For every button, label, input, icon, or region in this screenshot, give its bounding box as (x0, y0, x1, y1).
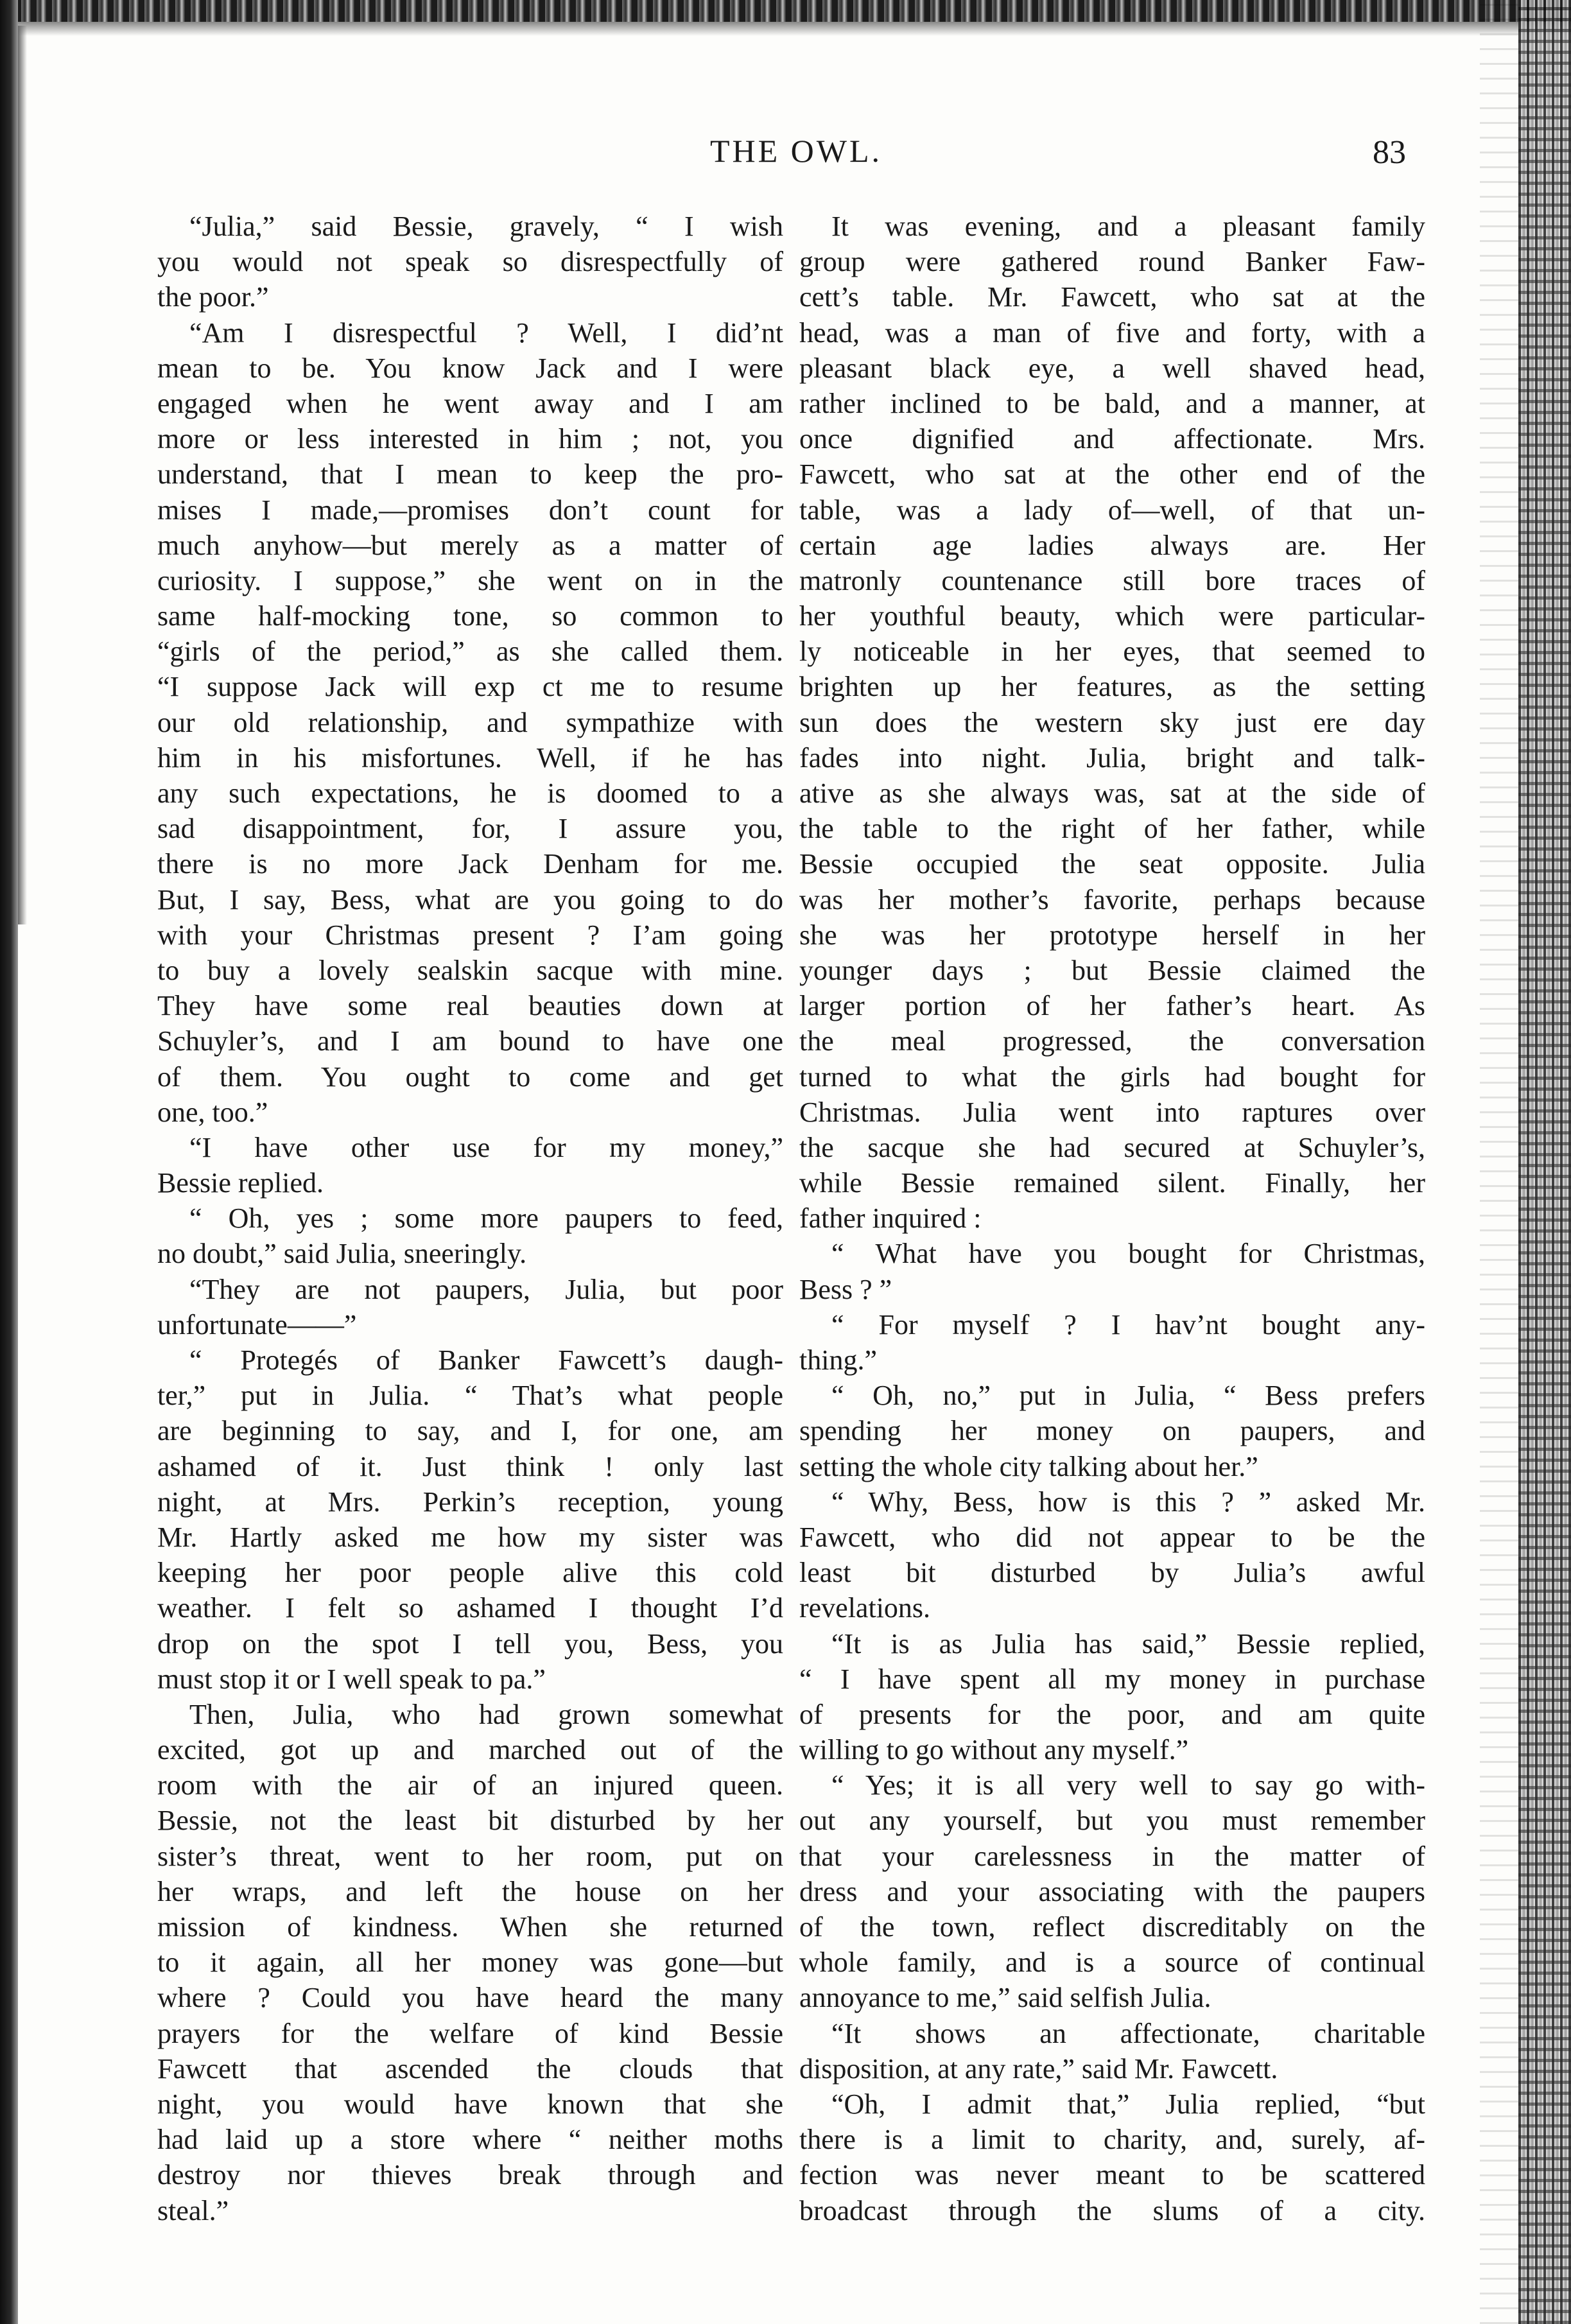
scan-edge-top-shadow (0, 22, 1571, 36)
text-line: Fawcett, who did not appear to be the (799, 1521, 1425, 1553)
text-line: Bessie occupied the seat opposite. Julia (799, 848, 1425, 880)
text-line: Bessie, not the least bit disturbed by her (157, 1805, 783, 1837)
text-line: “I have other use for my money,” (189, 1131, 783, 1163)
right-column (799, 209, 1425, 2228)
text-line: there is no more Jack Denham for me. (157, 848, 783, 880)
text-line: cett’s table. Mr. Fawcett, who sat at the (799, 281, 1425, 313)
text-line: ashamed of it. Just think ! only last (157, 1450, 783, 1482)
text-line: rather inclined to be bald, and a manner, at (799, 387, 1425, 419)
text-line: But, I say, Bess, what are you going to do (157, 883, 783, 915)
text-line: Christmas. Julia went into raptures over (799, 1096, 1425, 1128)
text-line: mean to be. You know Jack and I were (157, 352, 783, 384)
text-line: steal.” (157, 2194, 229, 2226)
text-line: “ Why, Bess, how is this ? ” asked Mr. (831, 1486, 1425, 1518)
text-line: much anyhow—but merely as a matter of (157, 529, 783, 561)
text-line: you would not speak so disrespectfully of (157, 246, 783, 278)
text-line: of the town, reflect discreditably on the (799, 1911, 1425, 1943)
left-column (157, 209, 783, 2228)
text-line: out any yourself, but you must remember (799, 1805, 1425, 1837)
text-line: there is a limit to charity, and, surely, af- (799, 2124, 1425, 2156)
text-line: younger days ; but Bessie claimed the (799, 954, 1425, 986)
text-line: the poor.” (157, 281, 269, 313)
text-line: ter,” put in Julia. “ That’s what people (157, 1380, 783, 1412)
text-line: weather. I felt so ashamed I thought I’d (157, 1592, 783, 1624)
text-line: spending her money on paupers, and (799, 1415, 1425, 1447)
text-line: “It is as Julia has said,” Bessie replied, (831, 1627, 1425, 1660)
text-line: disposition, at any rate,” said Mr. Fawcett. (799, 2052, 1278, 2085)
text-line: group were gathered round Banker Faw- (799, 246, 1425, 278)
text-line: thing.” (799, 1344, 877, 1376)
text-line: larger portion of her father’s heart. As (799, 990, 1425, 1022)
text-line: setting the whole city talking about her.” (799, 1450, 1258, 1482)
text-line: unfortunate——” (157, 1308, 357, 1340)
text-line: Fawcett that ascended the clouds that (157, 2052, 783, 2085)
page-number: 83 (1373, 134, 1406, 171)
text-line: keeping her poor people alive this cold (157, 1557, 783, 1589)
text-line: willing to go without any myself.” (799, 1734, 1189, 1766)
text-line: mises I made,—promises don’t count for (157, 494, 783, 526)
text-line: Bess ? ” (799, 1273, 892, 1305)
text-line: any such expectations, he is doomed to a (157, 777, 783, 809)
text-line: night, at Mrs. Perkin’s reception, young (157, 1486, 783, 1518)
text-line: Bessie replied. (157, 1167, 324, 1199)
text-line: table, was a lady of—well, of that un- (799, 494, 1425, 526)
text-line: They have some real beauties down at (157, 990, 783, 1022)
text-line: whole family, and is a source of continual (799, 1947, 1425, 1979)
text-line: one, too.” (157, 1096, 268, 1128)
scan-edge-top (0, 0, 1571, 22)
text-line: “ I have spent all my money in purchase (799, 1663, 1425, 1695)
text-line: her youthful beauty, which were particular- (799, 600, 1425, 632)
text-line: “Am I disrespectful ? Well, I did’nt (189, 317, 783, 349)
running-head: THE OWL. (709, 133, 883, 169)
text-line: turned to what the girls had bought for (799, 1061, 1425, 1093)
text-line: the sacque she had secured at Schuyler’s, (799, 1131, 1425, 1163)
text-line: fection was never meant to be scattered (799, 2159, 1425, 2191)
text-line: certain age ladies always are. Her (799, 529, 1425, 561)
text-line: dress and your associating with the paupers (799, 1875, 1425, 1907)
text-line: to buy a lovely sealskin sacque with mine. (157, 954, 783, 986)
text-line: “ Protegés of Banker Fawcett’s daugh- (189, 1344, 783, 1376)
text-line: drop on the spot I tell you, Bess, you (157, 1627, 783, 1660)
text-line: excited, got up and marched out of the (157, 1734, 783, 1766)
text-line: Fawcett, who sat at the other end of the (799, 458, 1425, 490)
text-line: with your Christmas present ? I’am going (157, 919, 783, 951)
scan-edge-left-shadow (18, 26, 27, 924)
scan-edge-left (0, 0, 18, 2324)
text-line: “Oh, I admit that,” Julia replied, “but (831, 2088, 1425, 2120)
text-line: once dignified and affectionate. Mrs. (799, 423, 1425, 455)
text-line: she was her prototype herself in her (799, 919, 1425, 951)
text-line: head, was a man of five and forty, with a (799, 317, 1425, 349)
text-line: of presents for the poor, and am quite (799, 1698, 1425, 1730)
text-line: fades into night. Julia, bright and talk- (799, 741, 1425, 774)
text-line: our old relationship, and sympathize with (157, 706, 783, 738)
text-line: annoyance to me,” said selfish Julia. (799, 1982, 1211, 2014)
text-line: same half-mocking tone, so common to (157, 600, 783, 632)
text-line: Schuyler’s, and I am bound to have one (157, 1025, 783, 1057)
text-line: “ Yes; it is all very well to say go with- (831, 1769, 1425, 1801)
text-line: engaged when he went away and I am (157, 387, 783, 419)
text-line: “ Oh, yes ; some more paupers to feed, (189, 1202, 783, 1235)
text-line: understand, that I mean to keep the pro- (157, 458, 783, 490)
text-line: least bit disturbed by Julia’s awful (799, 1557, 1425, 1589)
text-line: room with the air of an injured queen. (157, 1769, 783, 1801)
text-line: sister’s threat, went to her room, put on (157, 1840, 783, 1872)
text-line: “Julia,” said Bessie, gravely, “ I wish (189, 211, 783, 242)
binding-shadow-right (1480, 0, 1518, 2324)
text-line: ative as she always was, sat at the side of (799, 777, 1425, 809)
text-line: are beginning to say, and I, for one, am (157, 1415, 783, 1447)
text-line: prayers for the welfare of kind Bessie (157, 2017, 783, 2049)
text-line: brighten up her features, as the setting (799, 671, 1425, 703)
text-line: was her mother’s favorite, perhaps because (799, 883, 1425, 915)
text-line: It was evening, and a pleasant family (831, 211, 1425, 242)
text-line: Then, Julia, who had grown somewhat (189, 1698, 783, 1730)
text-line: more or less interested in him ; not, you (157, 423, 783, 455)
text-line: pleasant black eye, a well shaved head, (799, 352, 1425, 384)
text-line: “ What have you bought for Christmas, (831, 1238, 1425, 1270)
text-line: Mr. Hartly asked me how my sister was (157, 1521, 783, 1553)
text-line: to it again, all her money was gone—but (157, 1947, 783, 1979)
text-line: had laid up a store where “ neither moths (157, 2124, 783, 2156)
text-line: sad disappointment, for, I assure you, (157, 813, 783, 845)
text-line: the table to the right of her father, while (799, 813, 1425, 845)
text-line: the meal progressed, the conversation (799, 1025, 1425, 1057)
text-line: sun does the western sky just ere day (799, 706, 1425, 738)
text-line: “ Oh, no,” put in Julia, “ Bess prefers (831, 1380, 1425, 1412)
text-line: matronly countenance still bore traces of (799, 564, 1425, 596)
text-line: no doubt,” said Julia, sneeringly. (157, 1238, 527, 1270)
text-line: “girls of the period,” as she called them. (157, 636, 783, 668)
binding-edge-right (1518, 0, 1571, 2324)
text-line: “ For myself ? I hav’nt bought any- (831, 1308, 1425, 1340)
text-line: him in his misfortunes. Well, if he has (157, 741, 783, 774)
text-line: must stop it or I well speak to pa.” (157, 1663, 546, 1695)
text-line: that your carelessness in the matter of (799, 1840, 1425, 1872)
text-line: broadcast through the slums of a city. (799, 2194, 1425, 2226)
text-line: destroy nor thieves break through and (157, 2159, 783, 2191)
text-line: “It shows an affectionate, charitable (831, 2017, 1425, 2049)
text-line: of them. You ought to come and get (157, 1061, 783, 1093)
text-line: revelations. (799, 1592, 931, 1624)
text-line: curiosity. I suppose,” she went on in the (157, 564, 783, 596)
text-line: while Bessie remained silent. Finally, her (799, 1167, 1425, 1199)
text-line: “I suppose Jack will exp ct me to resume (157, 671, 783, 703)
text-line: mission of kindness. When she returned (157, 1911, 783, 1943)
text-line: night, you would have known that she (157, 2088, 783, 2120)
text-line: father inquired : (799, 1202, 982, 1235)
text-line: where ? Could you have heard the many (157, 1982, 783, 2014)
text-line: her wraps, and left the house on her (157, 1875, 783, 1907)
text-line: “They are not paupers, Julia, but poor (189, 1273, 783, 1305)
text-line: ly noticeable in her eyes, that seemed to (799, 636, 1425, 668)
